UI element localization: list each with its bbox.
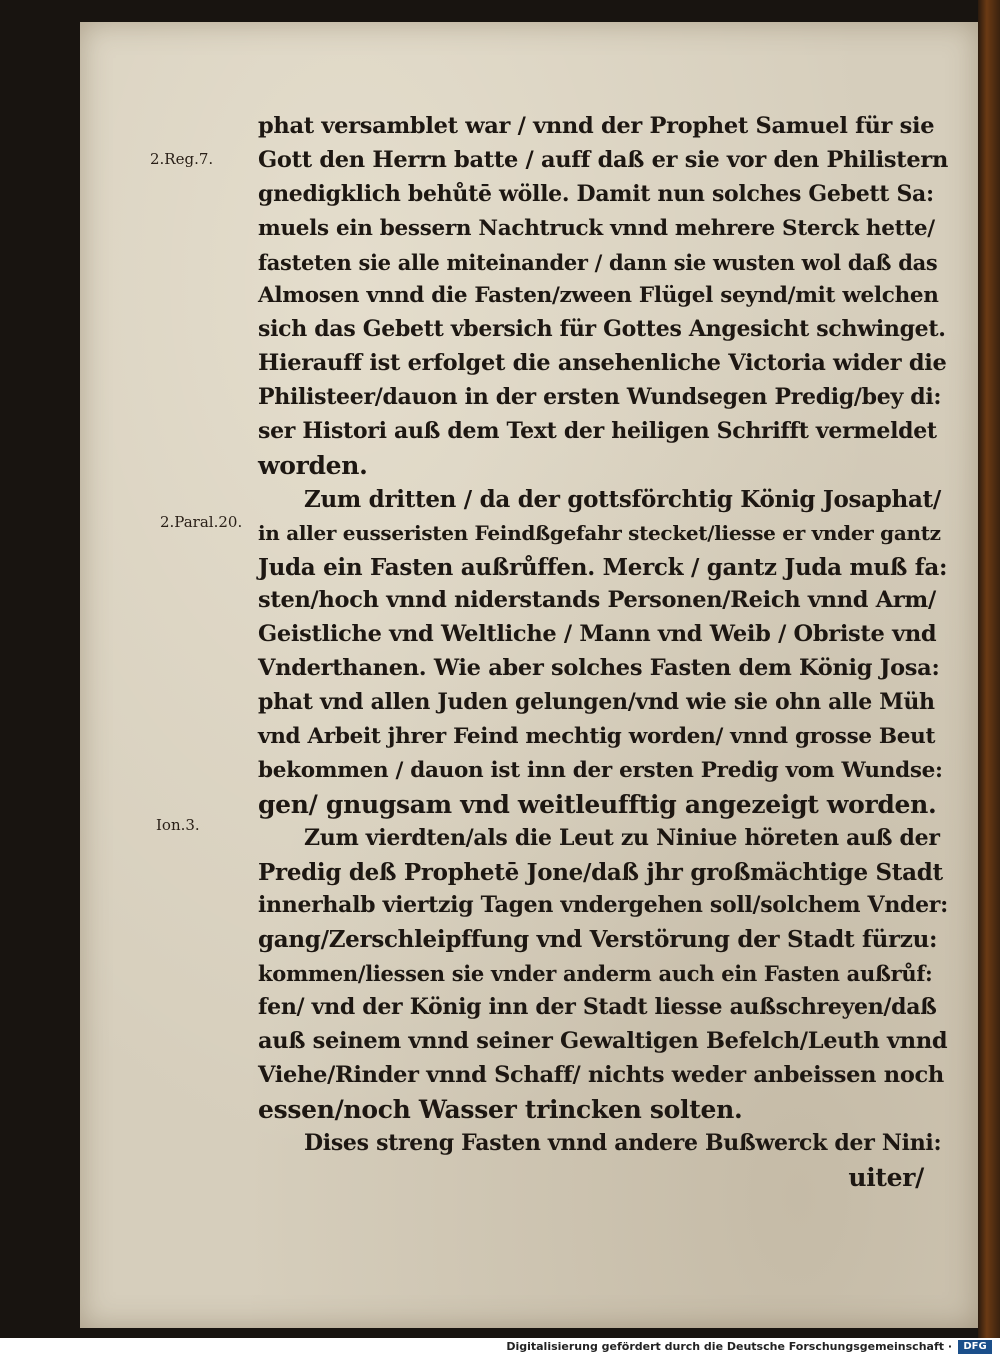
dfg-logo: DFG [958, 1340, 992, 1354]
funding-notice: Digitalisierung gefördert durch die Deutsche Forschungsgemeinschaft · [506, 1340, 952, 1353]
text-line: essen/noch Wasser trincken solten. [258, 1094, 743, 1124]
text-line: worden. [258, 450, 368, 480]
paragraph-start-line: Dises streng Fasten vnnd andere Bußwerck der Nini: [304, 1129, 942, 1156]
paragraph-start-line: Zum dritten / da der gottsförchtig König Josaphat/ [304, 485, 941, 513]
text-line: phat vnd allen Juden gelungen/vnd wie sie ohn alle Müh [258, 689, 935, 716]
text-line: Almosen vnnd die Fasten/zween Flügel seynd/mit welchen [258, 283, 939, 309]
book-edge [978, 0, 1000, 1338]
text-line: Gott den Herrn batte / auff daß er sie vor den Philistern [258, 146, 949, 173]
catchword: uiter/ [848, 1162, 924, 1192]
text-line: gnedigklich behůtē wölle. Damit nun solches Gebett Sa: [258, 180, 934, 207]
text-line: vnd Arbeit jhrer Feind mechtig worden/ vnnd grosse Beut [258, 724, 936, 750]
text-line: gen/ gnugsam vnd weitleufftig angezeigt worden. [258, 789, 937, 819]
page-text-block [258, 110, 948, 1195]
margin-note: 2.Reg.7. [150, 150, 214, 168]
text-line: ser Histori auß dem Text der heiligen Schrifft vermeldet [258, 418, 937, 445]
text-line: fasteten sie alle miteinander / dann sie wusten wol daß das [258, 249, 938, 275]
digitization-footer [0, 1338, 1000, 1357]
margin-note: Ion.3. [156, 816, 200, 834]
paragraph-start-line: Zum vierdten/als die Leut zu Niniue höreten auß der [304, 824, 940, 851]
text-line: Philisteer/dauon in der ersten Wundsegen Predig/bey di: [258, 384, 942, 411]
text-line: fen/ vnd der König inn der Stadt liesse außschreyen/daß [258, 994, 937, 1021]
text-line: Geistliche vnd Weltliche / Mann vnd Weib / Obriste vnd [258, 621, 937, 648]
text-line: Vnderthanen. Wie aber solches Fasten dem König Josa: [258, 655, 940, 682]
text-line: bekommen / dauon ist inn der ersten Predig vom Wundse: [258, 757, 943, 783]
text-line: Viehe/Rinder vnnd Schaff/ nichts weder anbeissen noch [258, 1061, 944, 1088]
text-line: auß seinem vnnd seiner Gewaltigen Befelch/Leuth vnnd [258, 1028, 948, 1055]
text-line: in aller eusseristen Feindßgefahr stecket/liesse er vnder gantz [258, 520, 941, 545]
text-line: muels ein bessern Nachtruck vnnd mehrere Sterck hette/ [258, 215, 935, 241]
text-line: Predig deß Prophetē Jone/daß jhr großmächtige Stadt [258, 858, 943, 886]
text-line: sich das Gebett vbersich für Gottes Angesicht schwinget. [258, 316, 946, 343]
text-line: Juda ein Fasten außrůffen. Merck / gantz Juda muß fa: [258, 553, 948, 581]
text-line: kommen/liessen sie vnder anderm auch ein Fasten außrůf: [258, 961, 933, 987]
margin-note: 2.Paral.20. [160, 513, 243, 531]
text-line: sten/hoch vnnd niderstands Personen/Reich vnnd Arm/ [258, 587, 936, 614]
text-line: Hierauff ist erfolget die ansehenliche Victoria wider die [258, 350, 947, 377]
text-line: gang/Zerschleipffung vnd Verstörung der Stadt fürzu: [258, 926, 938, 954]
text-line: innerhalb viertzig Tagen vndergehen soll/solchem Vnder: [258, 892, 948, 919]
text-line: phat versamblet war / vnnd der Prophet Samuel für sie [258, 113, 935, 139]
